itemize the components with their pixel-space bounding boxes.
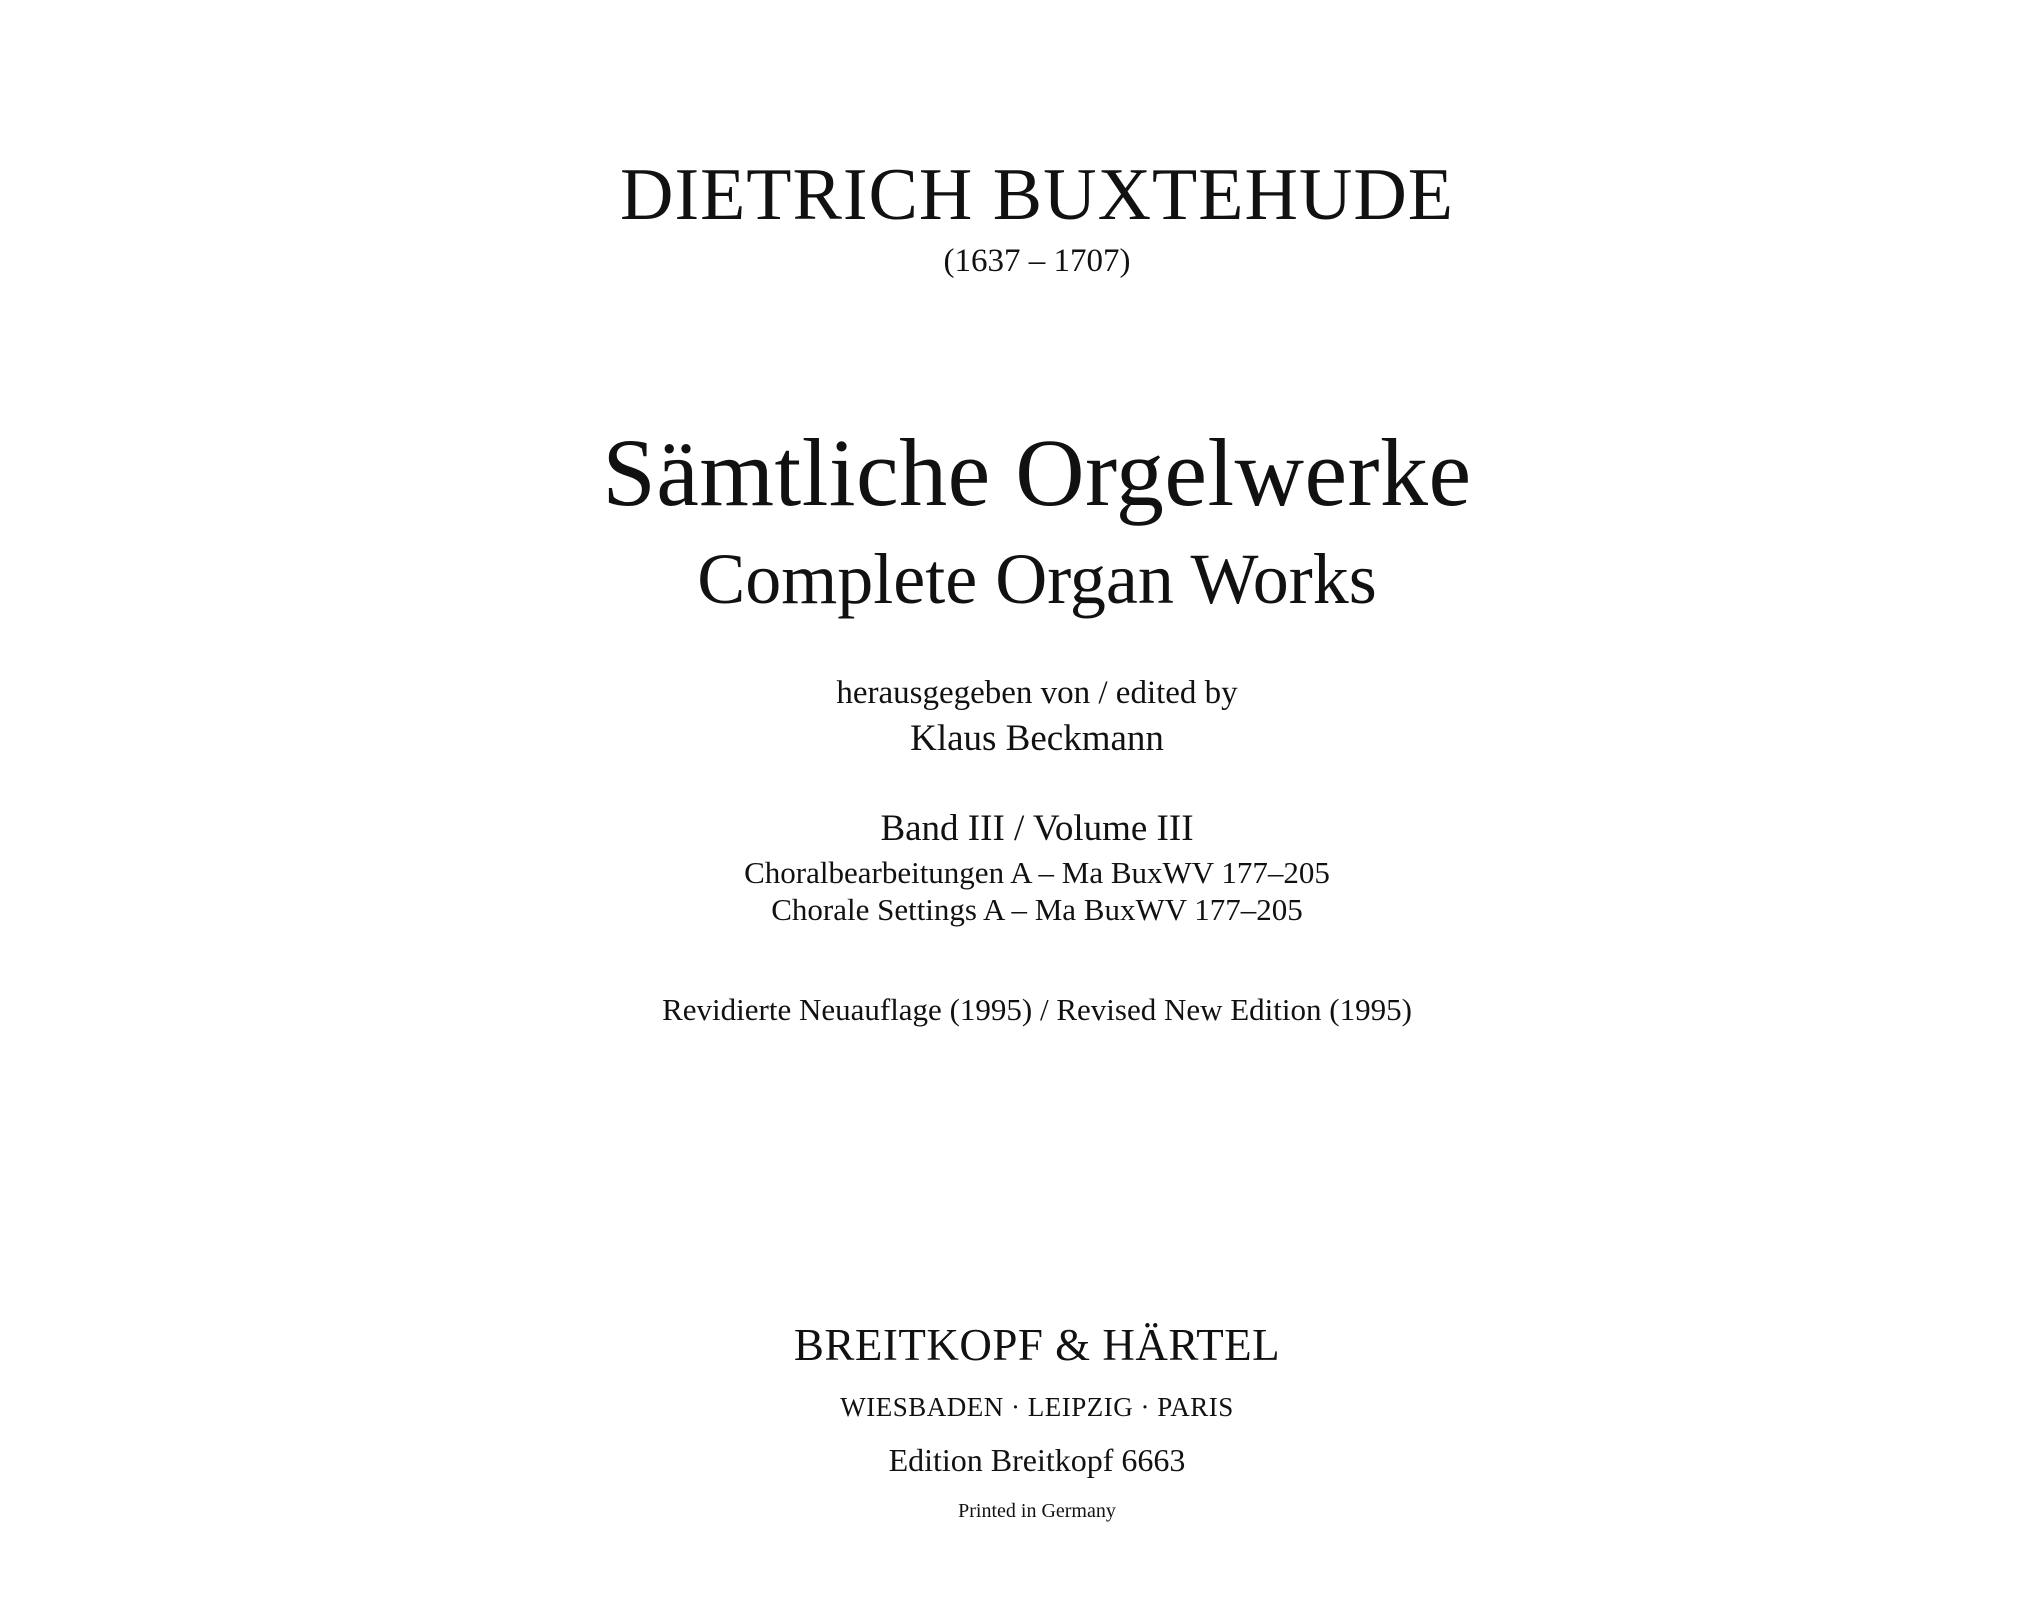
editor-name: Klaus Beckmann <box>910 718 1164 759</box>
edition-note: Revidierte Neuauflage (1995) / Revised New Edition (1995) <box>662 992 1412 1027</box>
editor-label: herausgegeben von / edited by <box>836 675 1238 711</box>
printed-note: Printed in Germany <box>958 1500 1116 1522</box>
volume-label: Band III / Volume III <box>880 808 1194 849</box>
publisher-name: BREITKOPF & HÄRTEL <box>793 1320 1281 1370</box>
composer-name: DIETRICH BUXTEHUDE <box>620 154 1454 236</box>
composer-dates: (1637 – 1707) <box>943 243 1131 279</box>
contents-english: Chorale Settings A – Ma BuxWV 177–205 <box>771 892 1303 927</box>
title-english: Complete Organ Works <box>697 539 1377 619</box>
publisher-cities: WIESBADEN · LEIPZIG · PARIS <box>840 1392 1234 1422</box>
title-german: Sämtliche Orgelwerke <box>602 419 1472 526</box>
contents-german: Choralbearbeitungen A – Ma BuxWV 177–205 <box>744 855 1330 890</box>
edition-number: Edition Breitkopf 6663 <box>888 1442 1186 1478</box>
